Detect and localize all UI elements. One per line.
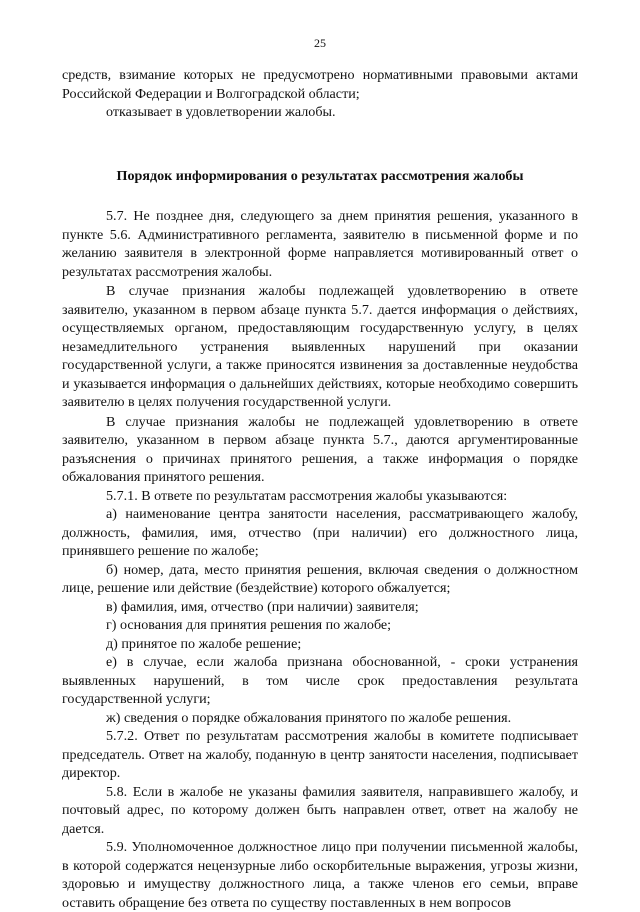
list-item-g: г) основания для принятия решения по жалобе; [106, 617, 392, 633]
list-item-b: б) номер, дата, место принятия решения, включая сведения о должностном лице, решение или действие (бездействие) которого обжалуется; [62, 561, 578, 596]
document-body [62, 66, 578, 912]
paragraph-5-7-1: 5.7.1. В ответе по результатам рассмотрения жалобы указываются: [106, 487, 508, 504]
paragraph-satisfied: В случае признания жалобы подлежащей удовлетворению в ответе заявителю, указанном в первом абзаце пункта 5.7. дается информация о действиях, осуществляемых органом, предоставляющим государственную услугу, в целях незамедлительного устранения выявленных нарушений при оказании государственной услуги, а также приносятся извинения за доставленные неудобства и указывается информация о дальнейших действиях, которые необходимо совершить заявителю в целях получения государственной услуги. [62, 283, 578, 410]
list-item-v: в) фамилия, имя, отчество (при наличии) заявителя; [106, 598, 419, 615]
list-item-e: е) в случае, если жалоба признана обоснованной, - сроки устранения выявленных нарушений, в том числе срок предоставления результата государственной услуги; [62, 654, 578, 707]
list-item-zh: ж) сведения о порядке обжалования принятого по жалобе решения. [106, 709, 512, 726]
paragraph-refusal: отказывает в удовлетворении жалобы. [106, 104, 336, 120]
paragraph-5-8: 5.8. Если в жалобе не указаны фамилия заявителя, направившего жалобу, и почтовый адрес, по которому должен быть направлен ответ, ответ на жалобу не дается. [62, 783, 578, 837]
list-item-d: д) принятое по жалобе решение; [106, 635, 302, 652]
paragraph-5-9: 5.9. Уполномоченное должностное лицо при получении письменной жалобы, в которой содержатся нецензурные либо оскорбительные выражения, угрозы жизни, здоровью и имуществу должностного лица, а также членов его семьи, вправе оставить обращение без ответа по существу поставленных в нем вопросов [62, 839, 578, 911]
paragraph-5-7-2: 5.7.2. Ответ по результатам рассмотрения жалобы в комитете подписывает председатель. Ответ на жалобу, поданную в центр занятости населения, подписывает директор. [62, 728, 578, 781]
list-item-a: а) наименование центра занятости населения, рассматривающего жалобу, должность, фамилия, имя, отчество (при наличии) его должностного лица, принявшего решение по жалобе; [62, 506, 578, 559]
paragraph-5-7: 5.7. Не позднее дня, следующего за днем принятия решения, указанного в пункте 5.6. Административного регламента, заявителю в письменной форме и по желанию заявителя в электронной форме направляется мотивированный ответ о результатах рассмотрения жалобы. [62, 208, 578, 280]
page-number: 25 [314, 36, 326, 50]
paragraph-continuation: средств, взимание которых не предусмотрено нормативными правовыми актами Российской Федерации и Волгоградской области; [62, 67, 578, 102]
paragraph-not-satisfied: В случае признания жалобы не подлежащей удовлетворению в ответе заявителю, указанном в первом абзаце пункта 5.7., даются аргументированные разъяснения о причинах принятого решения, а также информация о порядке обжалования принятого решения. [62, 413, 578, 485]
section-heading: Порядок информирования о результатах рассмотрения жалобы [116, 167, 524, 184]
